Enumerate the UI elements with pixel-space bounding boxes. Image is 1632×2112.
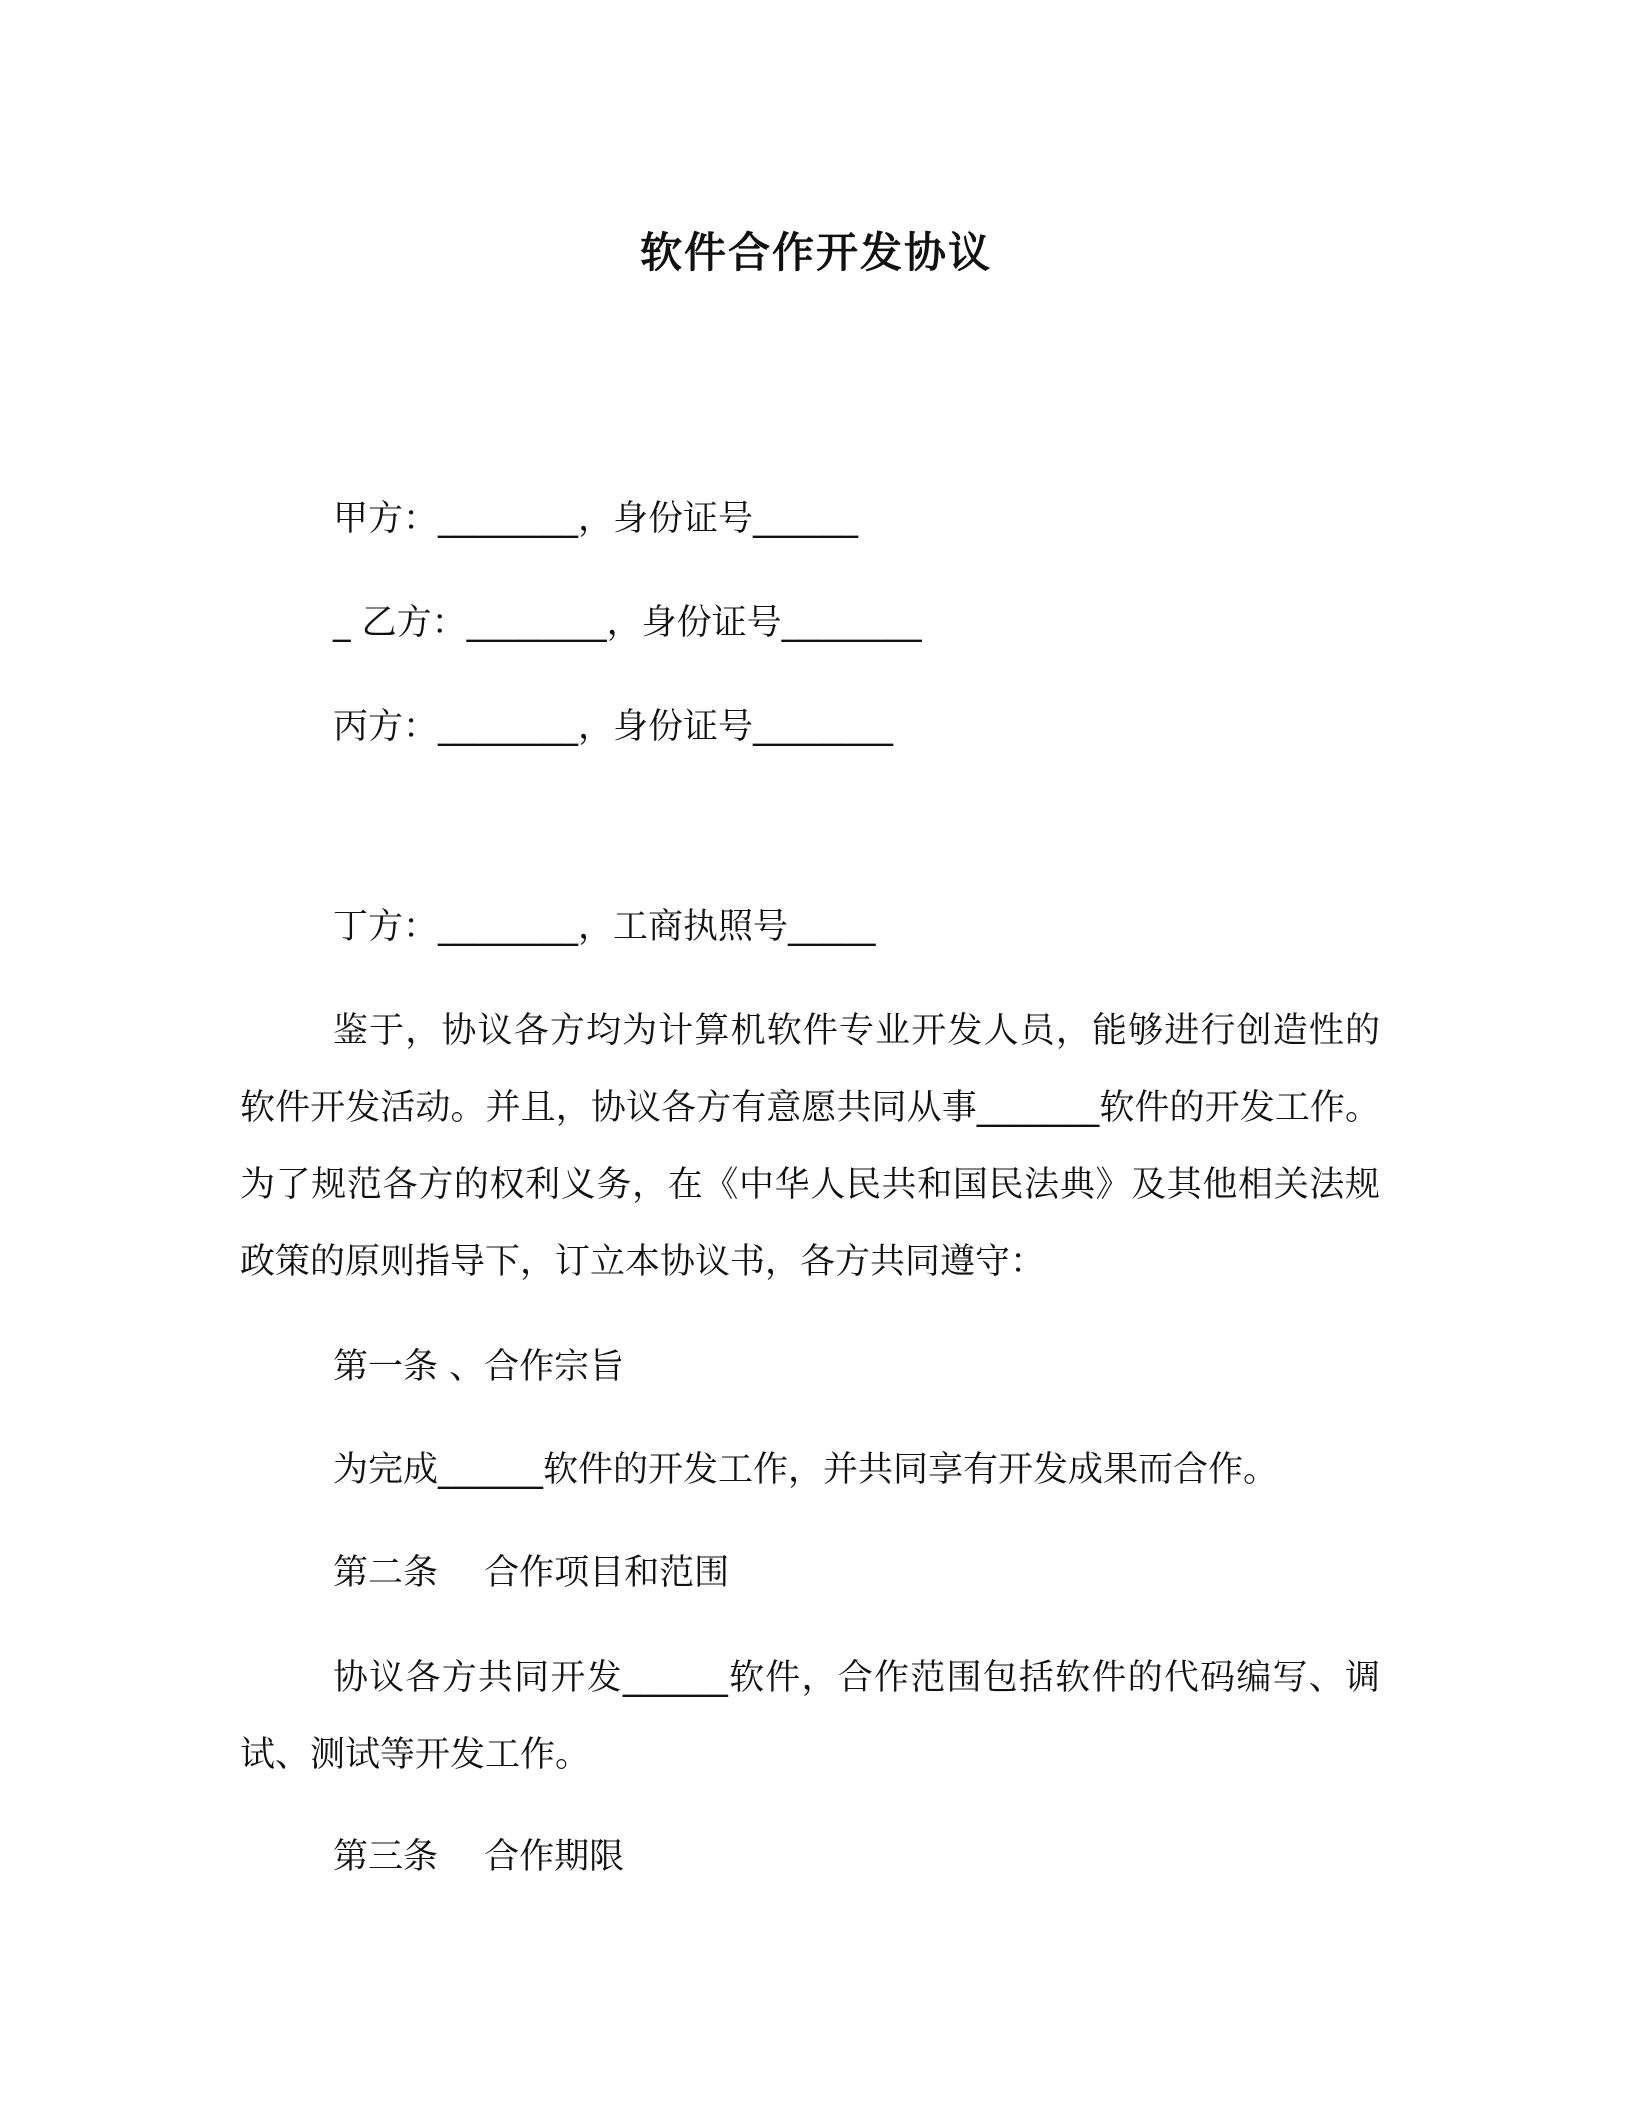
party-jia-line: 甲方：________，身份证号______ bbox=[333, 499, 859, 539]
article-2-heading: 第二条 合作项目和范围 bbox=[333, 1553, 730, 1593]
article-1-heading: 第一条 、合作宗旨 bbox=[333, 1347, 625, 1387]
party-bing-line: 丙方：________，身份证号________ bbox=[333, 707, 894, 747]
preamble-paragraph: 鉴于，协议各方均为计算机软件专业开发人员，能够进行创造性的软件开发活动。并且，协议各方有意愿共同从事_______软件的开发工作。为了规范各方的权利义务，在《中华人民共和国民法典》及其他相关法规政策的原则指导下，订立本协议书，各方共同遵守： bbox=[240, 1011, 1380, 1282]
article-1-body: 为完成______软件的开发工作，并共同享有开发成果而合作。 bbox=[333, 1450, 1279, 1490]
party-yi-line: _ 乙方：________，身份证号________ bbox=[333, 603, 922, 643]
document-title: 软件合作开发协议 bbox=[639, 228, 992, 277]
article-2-body: 协议各方共同开发______软件，合作范围包括软件的代码编写、调试、测试等开发工作。 bbox=[240, 1658, 1380, 1775]
party-ding-line: 丁方：________，工商执照号_____ bbox=[333, 907, 876, 947]
article-3-heading: 第三条 合作期限 bbox=[333, 1837, 625, 1877]
